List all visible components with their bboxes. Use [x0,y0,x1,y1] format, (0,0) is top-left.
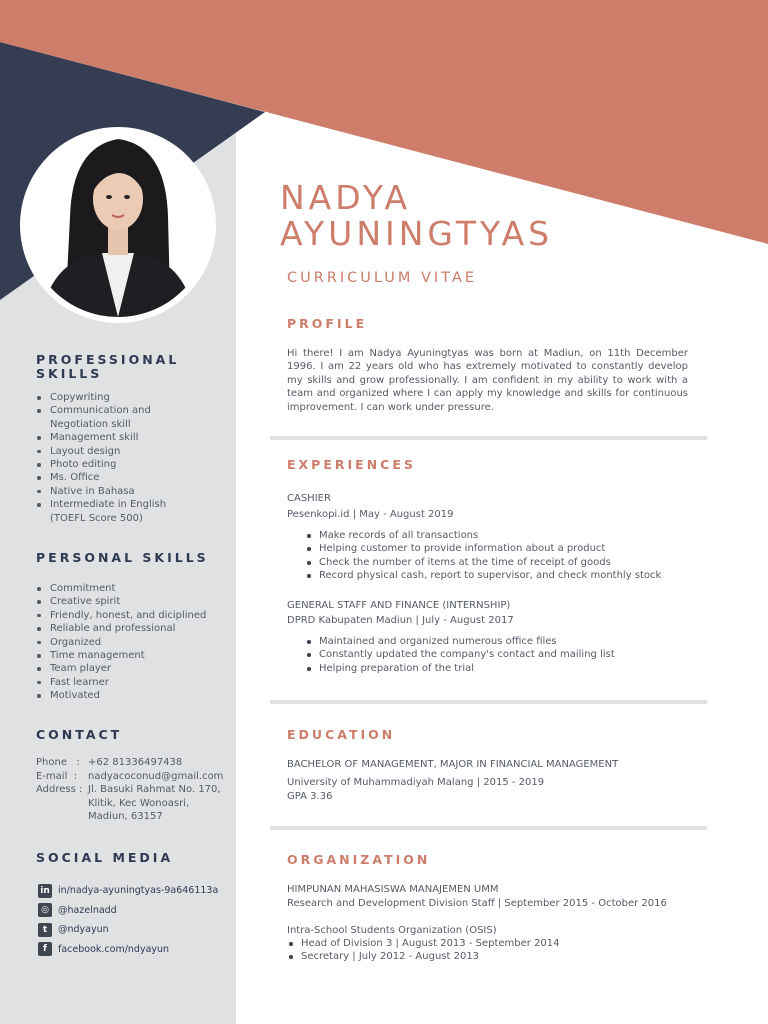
list-item: Ms. Office [36,471,201,484]
social-link-twitter[interactable] [36,920,236,940]
job-place: DPRD Kabupaten Madiun | July - August 2017 [287,615,514,626]
job-role: GENERAL STAFF AND FINANCE (INTERNSHIP) [287,600,511,611]
contact-details [36,756,236,824]
social-media-heading: SOCIAL MEDIA [36,850,174,865]
list-item: Maintained and organized numerous office files [305,635,615,648]
list-item: Motivated [36,689,236,702]
address-label: Address : [36,784,86,796]
instagram-icon: ◎ [38,903,52,917]
twitter-handle: @ndyayun [58,924,109,936]
list-item: Commitment [36,582,236,595]
list-item: Helping preparation of the trial [305,662,615,675]
list-item: Team player [36,662,236,675]
social-link-facebook[interactable] [36,940,236,960]
list-item: Management skill [36,431,201,444]
list-item: Creative spirit [36,595,236,608]
linkedin-icon: in [38,884,52,898]
address-value: Jl. Basuki Rahmat No. 170, Klitik, Kec Wonoasri, Madiun, 63157 [88,784,221,823]
list-item: Friendly, honest, and diciplined [36,609,236,622]
list-item: Time management [36,649,236,662]
job-place: Pesenkopi.id | May - August 2019 [287,509,454,520]
list-item: Record physical cash, report to supervisor, and check monthly stock [305,569,661,582]
org-name: Intra-School Students Organization (OSIS) [287,925,497,936]
facebook-icon: f [38,942,52,956]
contact-phone-row [36,756,236,770]
job-duties-list [305,529,661,583]
candidate-name [280,180,553,252]
org-name: HIMPUNAN MAHASISWA MANAJEMEN UMM [287,884,499,895]
personal-skills-heading: PERSONAL SKILLS [36,550,209,565]
org-role: Research and Development Division Staff | September 2015 - October 2016 [287,898,667,909]
list-item: Intermediate in English (TOEFL Score 500) [36,498,201,525]
list-item: Layout design [36,445,201,458]
section-divider [270,700,707,704]
contact-email-row [36,770,236,784]
list-item: Head of Division 3 | August 2013 - September 2014 [287,937,560,950]
list-item: Secretary | July 2012 - August 2013 [287,950,560,963]
list-item: Make records of all transactions [305,529,661,542]
education-gpa: GPA 3.36 [287,791,333,802]
personal-skills-list [36,582,236,703]
phone-value[interactable]: +62 81336497438 [88,757,183,768]
profile-text: Hi there! I am Nadya Ayuningtyas was born at Madiun, on 11th December 1996. I am 22 years old who has extremely motivated to constantly develop my skills and grow professionally. I am confident in my ability to work with a team and organized where I can apply my knowledge and skills for continuous improvement. I can work under pressure. [287,348,688,413]
education-heading: EDUCATION [287,727,396,742]
email-value[interactable]: nadyacoconud@gmail.com [88,770,224,782]
email-label: E-mail : [36,770,81,782]
list-item: Fast learner [36,676,236,689]
profile-photo [20,127,216,323]
phone-label: Phone : [36,757,84,768]
list-item: Organized [36,636,236,649]
facebook-handle: facebook.com/ndyayun [58,943,170,955]
social-link-linkedin[interactable] [36,881,236,901]
list-item: Check the number of items at the time of receipt of goods [305,556,661,569]
section-divider [270,826,707,830]
contact-heading: CONTACT [36,727,123,742]
social-media-section [36,851,236,959]
twitter-icon: t [38,923,52,937]
professional-skills-section [36,353,236,525]
organization-heading: ORGANIZATION [287,852,431,867]
experiences-heading: EXPERIENCES [287,457,416,472]
education-school: University of Muhammadiyah Malang | 2015 - 2019 [287,777,545,788]
professional-skills-list [36,391,201,525]
document-subtitle: CURRICULUM VITAE [287,270,477,286]
list-item: Communication and Negotiation skill [36,404,201,431]
job-role: CASHIER [287,493,331,504]
list-item: Photo editing [36,458,201,471]
name-last: AYUNINGTYAS [280,214,554,253]
job-duties-list [305,635,615,675]
contact-section [36,728,236,824]
list-item: Helping customer to provide information about a product [305,542,661,555]
list-item: Constantly updated the company's contact and mailing list [305,648,615,661]
contact-address-row [36,783,236,824]
social-links [36,881,236,959]
profile-heading: PROFILE [287,316,368,331]
professional-skills-heading: PROFESSIONAL SKILLS [36,352,180,381]
name-first: NADYA [280,178,412,217]
list-item: Copywriting [36,391,201,404]
linkedin-handle: in/nadya-ayuningtyas-9a646113a [58,885,219,897]
education-degree: BACHELOR OF MANAGEMENT, MAJOR IN FINANCIAL MANAGEMENT [287,759,619,770]
instagram-handle: @hazelnadd [58,904,117,916]
personal-skills-section [36,551,236,703]
social-link-instagram[interactable] [36,901,236,921]
list-item: Native in Bahasa [36,485,201,498]
org-roles-list [287,937,560,964]
list-item: Reliable and professional [36,622,236,635]
section-divider [270,436,707,440]
